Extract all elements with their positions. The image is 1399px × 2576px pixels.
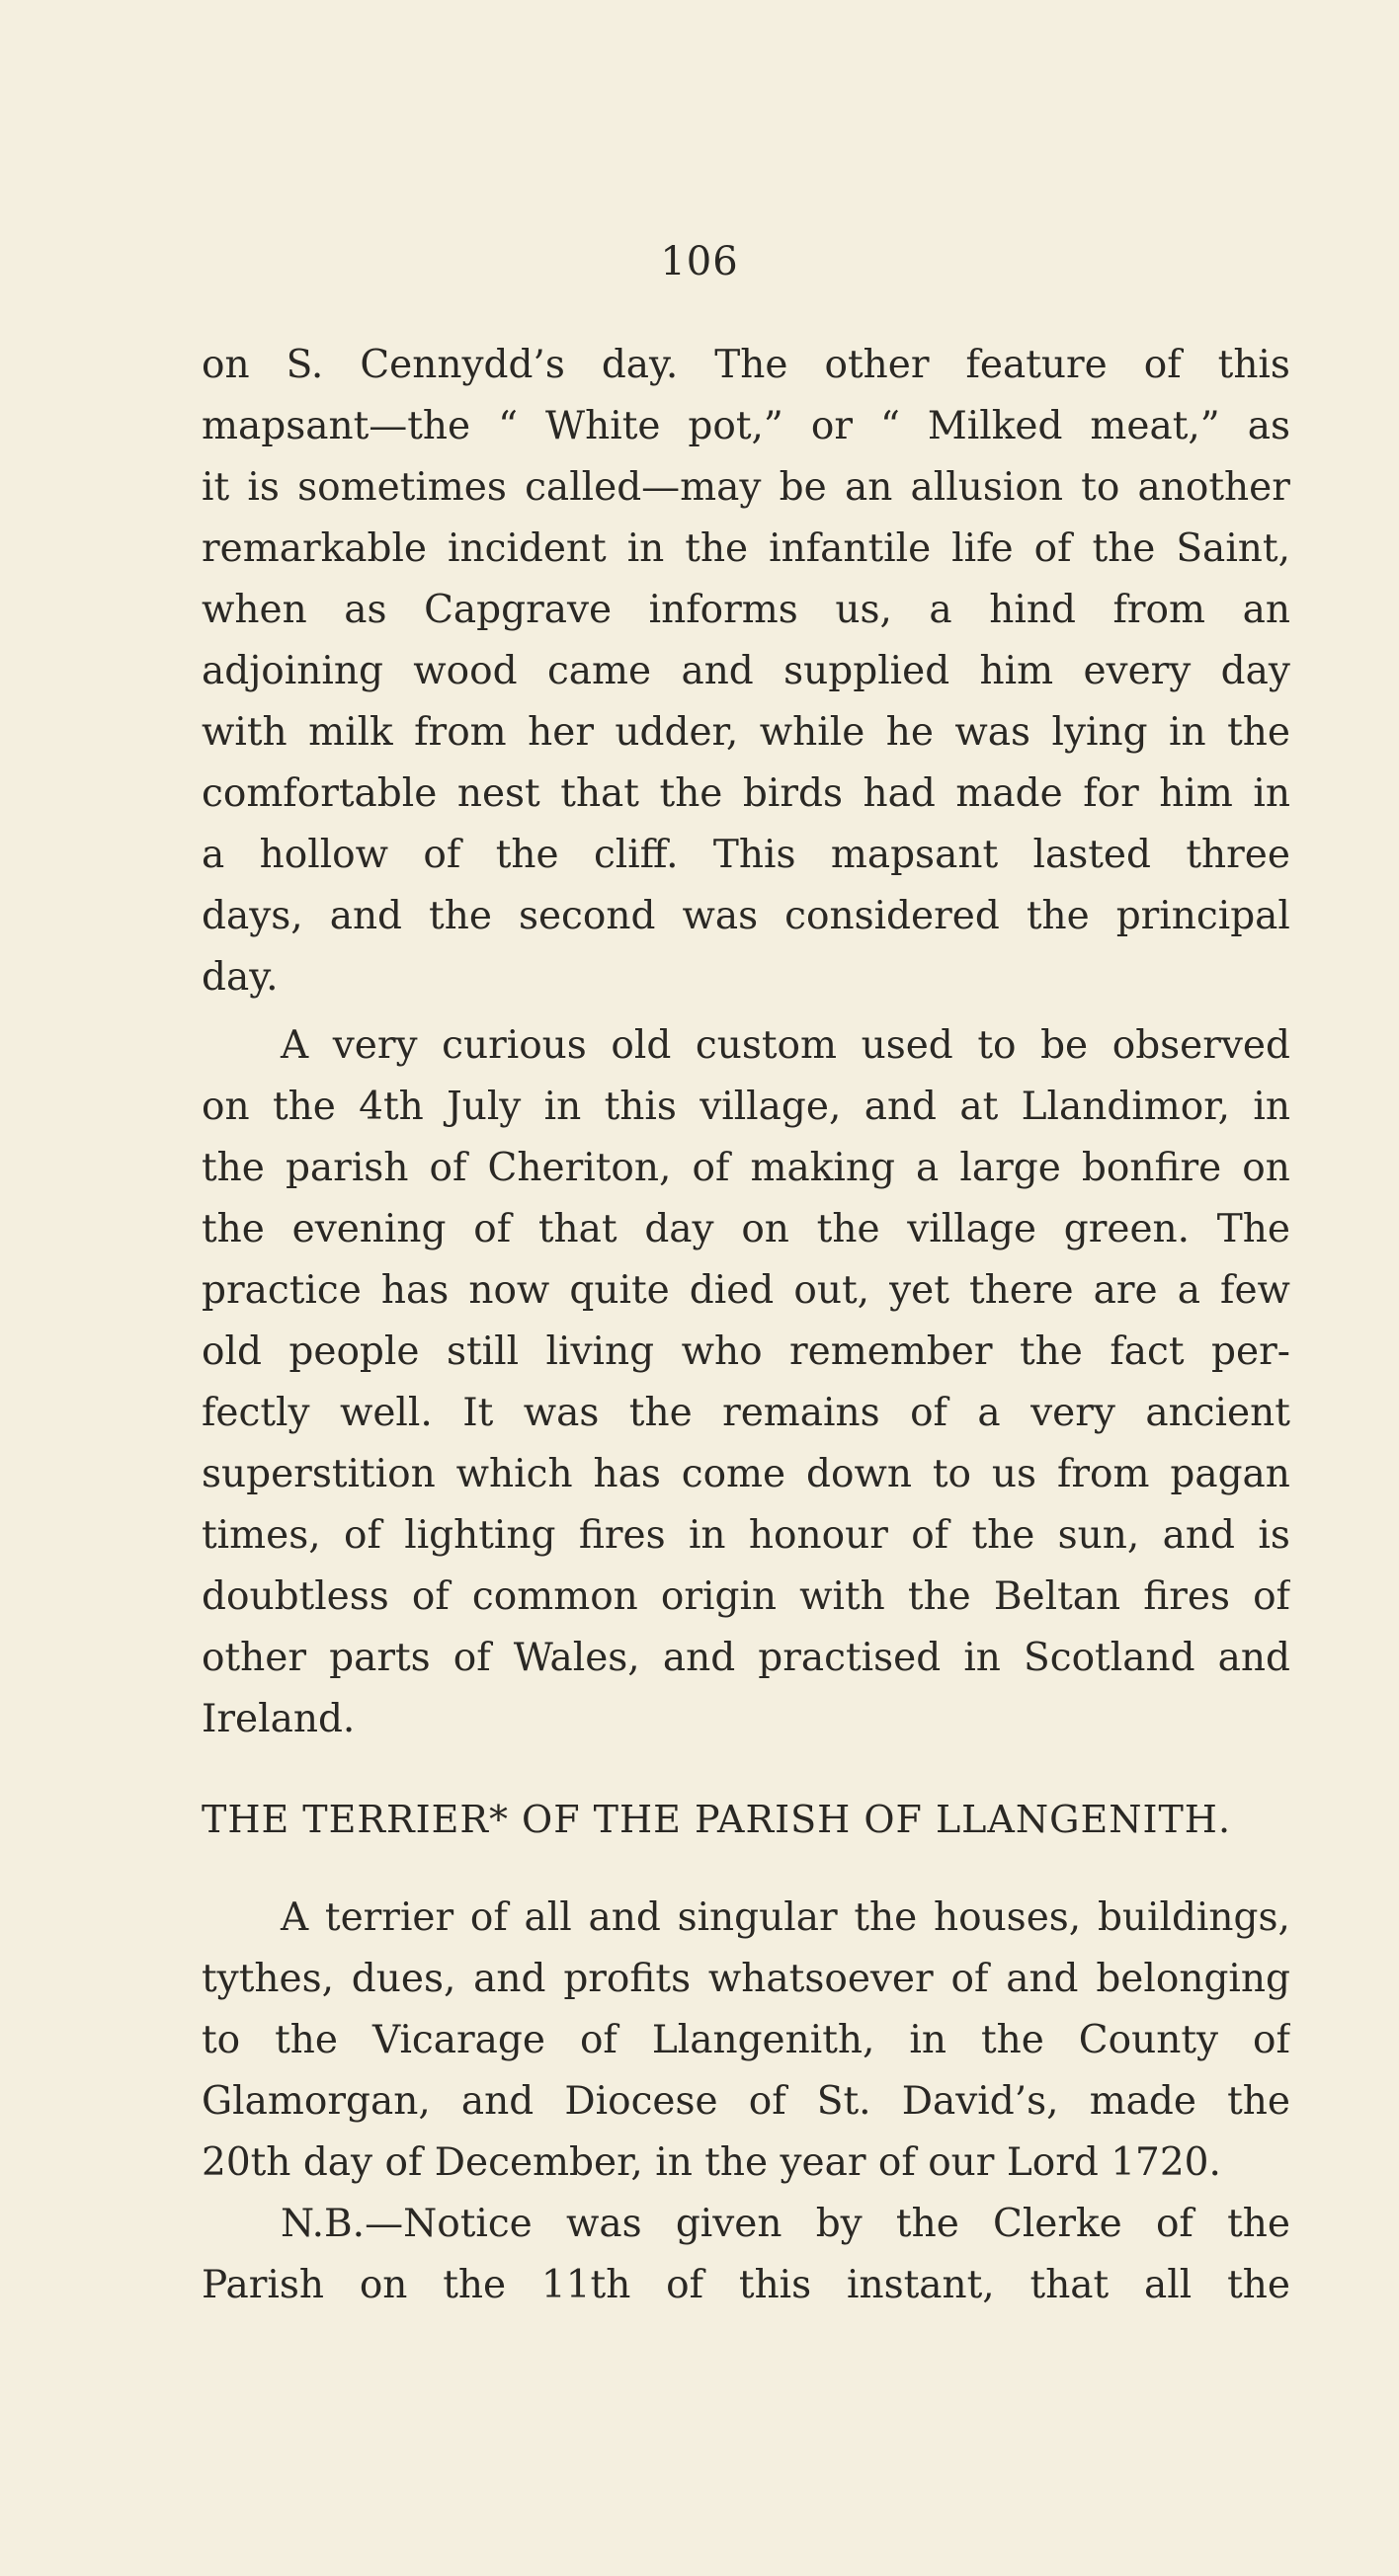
text-line: on S. Cennydd’s day. The other feature of this: [202, 343, 1290, 387]
paragraph-saint-mapsant: [202, 335, 1290, 1008]
text-line: it is sometimes called—may be an allusion to another: [202, 465, 1290, 510]
text-line: A very curious old custom used to be observed: [281, 1023, 1290, 1068]
text-line: when as Capgrave informs us, a hind from an: [202, 588, 1290, 632]
text-line: the parish of Cheriton, of making a large bonfire on: [202, 1146, 1290, 1190]
text-line: remarkable incident in the infantile life of the Saint,: [202, 526, 1290, 571]
text-line: on the 4th July in this village, and at Llandimor, in: [202, 1085, 1290, 1129]
text-line: 20th day of December, in the year of our Lord 1720.: [202, 2140, 1221, 2185]
text-line: day.: [202, 955, 279, 1000]
section-heading: THE TERRIER* OF THE PARISH OF LLANGENITH.: [202, 1798, 1232, 1841]
text-line: A terrier of all and singular the houses, buildings,: [281, 1895, 1290, 1940]
text-line: N.B.—Notice was given by the Clerke of the: [281, 2202, 1290, 2246]
text-line: mapsant—the “ White pot,” or “ Milked meat,” as: [202, 404, 1290, 448]
text-line: with milk from her udder, while he was lying in the: [202, 710, 1290, 755]
text-line: to the Vicarage of Llangenith, in the County of: [202, 2018, 1290, 2062]
paragraph-bonfire-custom: [202, 1015, 1290, 1750]
text-line: tythes, dues, and profits whatsoever of and belonging: [202, 1957, 1290, 2001]
text-line: doubtless of common origin with the Beltan fires of: [202, 1574, 1290, 1619]
text-line: old people still living who remember the fact per-: [202, 1329, 1290, 1374]
text-line: Parish on the 11th of this instant, that all the: [202, 2263, 1290, 2307]
text-line: Ireland.: [202, 1697, 356, 1741]
text-line: practice has now quite died out, yet there are a few: [202, 1268, 1290, 1313]
text-line: adjoining wood came and supplied him every day: [202, 649, 1290, 693]
text-line: comfortable nest that the birds had made for him in: [202, 771, 1290, 816]
text-line: a hollow of the cliff. This mapsant lasted three: [202, 833, 1290, 877]
text-line: superstition which has come down to us from pagan: [202, 1452, 1290, 1496]
text-line: other parts of Wales, and practised in Scotland and: [202, 1636, 1290, 1680]
text-line: fectly well. It was the remains of a very ancient: [202, 1391, 1290, 1435]
text-line: the evening of that day on the village green. The: [202, 1207, 1290, 1251]
page-number: 106: [660, 239, 739, 284]
paragraph-terrier: [202, 1888, 1290, 2194]
text-line: Glamorgan, and Diocese of St. David’s, made the: [202, 2079, 1290, 2124]
paragraph-notice: [202, 2194, 1290, 2316]
text-line: days, and the second was considered the principal: [202, 894, 1290, 938]
text-line: times, of lighting fires in honour of the sun, and is: [202, 1513, 1290, 1558]
